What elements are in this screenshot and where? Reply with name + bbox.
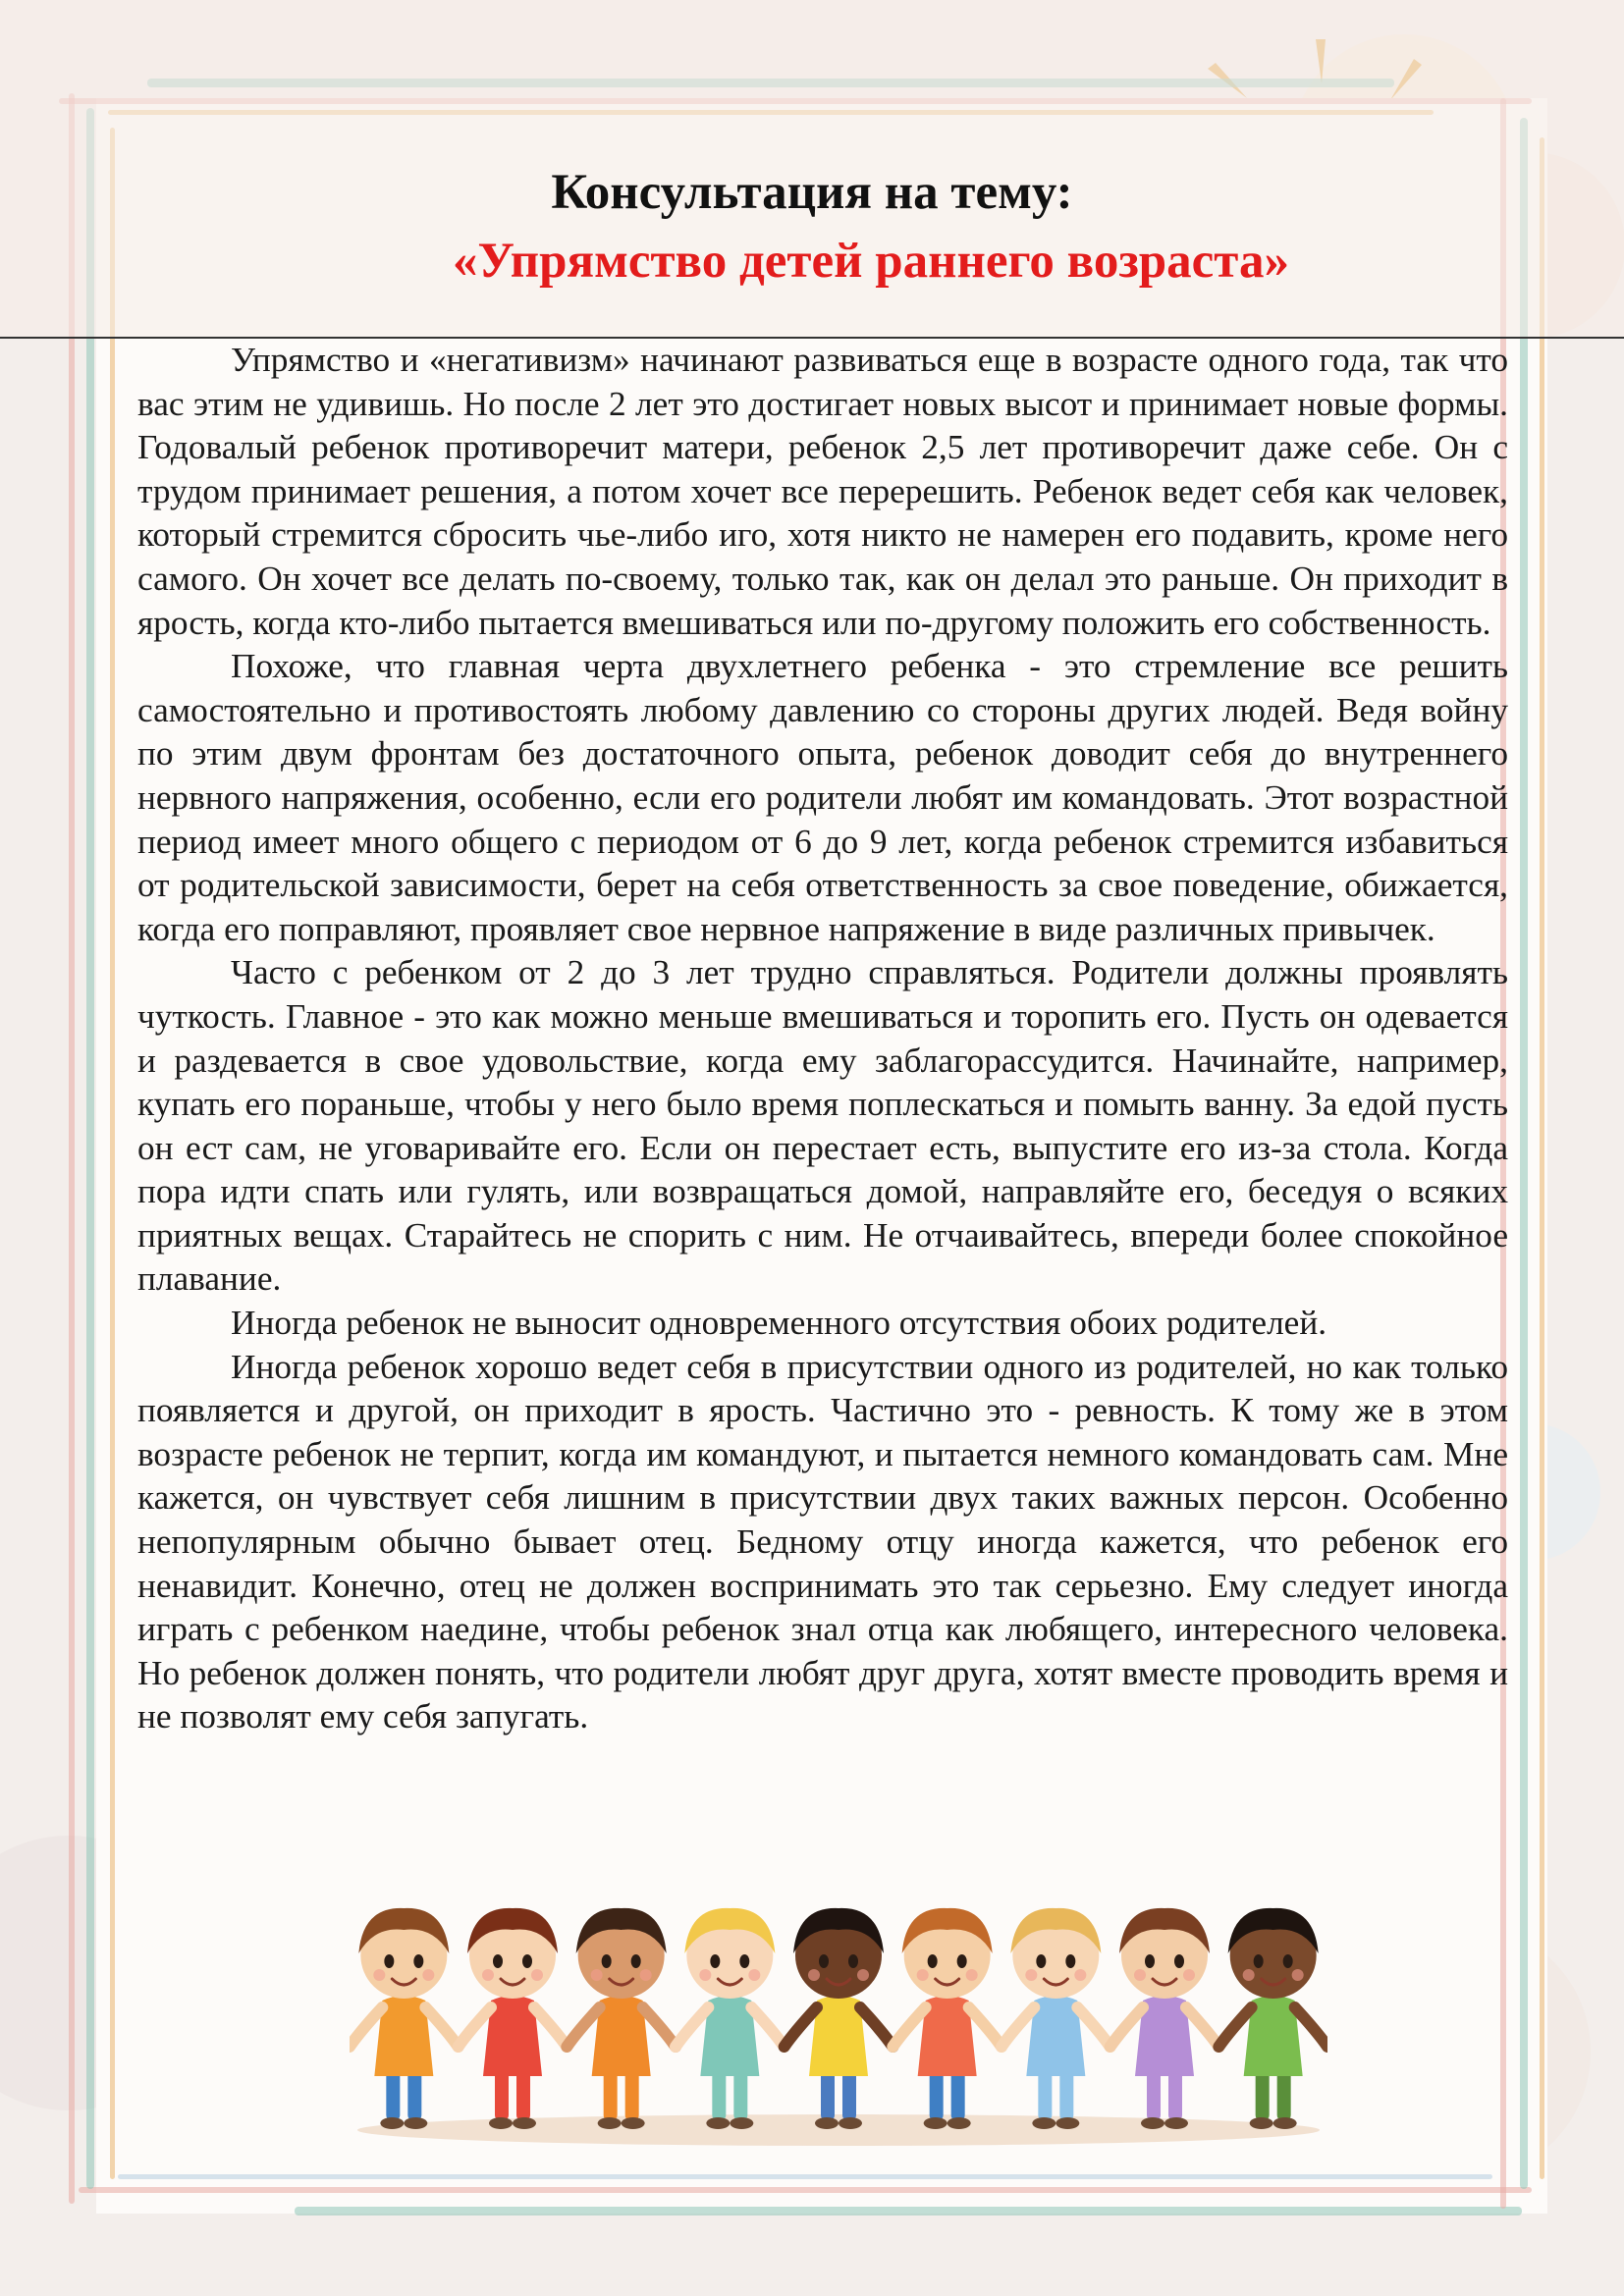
paragraph: Упрямство и «негативизм» начинают развиваться еще в возрасте одного года, так что вас этим не удивишь. Но после 2 лет это достигает новых высот и принимает новые формы. Годовалый ребенок противоречит матери, ребенок 2,5 лет противоречит даже себе. Он с трудом принимает решения, а потом хочет все перерешить. Ребенок ведет себя как человек, который стремится сбросить чье-либо иго, хотя никто не намерен его подавить, кроме него самого. Он хочет все делать по-своему, только так, как он делал это раньше. Он приходит в ярость, когда кто-либо пытается вмешиваться или по-другому положить его собственность. <box>137 341 1508 642</box>
paragraph: Иногда ребенок хорошо ведет себя в присутствии одного из родителей, но как только появляется и другой, он приходит в ярость. Частично это - ревность. К тому же в этом возрасте ребенок не терпит, когда им командуют, и пытается немного командовать сам. Мне кажется, он чувствует себя лишним в присутствии двух таких важных персон. Особенно непопулярным обычно бывает отец. Бедному отцу иногда кажется, что ребенок его ненавидит. Конечно, отец не должен воспринимать это так серьезно. Ему следует иногда играть с ребенком наедине, чтобы ребенок знал отца как любящего, интересного человека. Но ребенок должен понять, что родители любят друг друга, хотят вместе проводить время и не позволят ему себя запугать. <box>137 1347 1508 1736</box>
stripe-left-orange <box>110 128 115 2179</box>
child-figure <box>676 1908 785 2129</box>
paragraph: Иногда ребенок не выносит одновременного отсутствия обоих родителей. <box>231 1304 1327 1343</box>
stripe-left-pink <box>69 93 75 2204</box>
child-figure <box>785 1908 893 2129</box>
page-title: Консультация на тему: <box>551 165 1073 220</box>
children-illustration-svg <box>350 1885 1327 2150</box>
child-figure <box>1001 1908 1110 2129</box>
child-figure <box>567 1908 676 2129</box>
stripe-right-orange <box>1540 137 1544 2179</box>
child-figure <box>459 1908 568 2129</box>
child-figure <box>1110 1908 1219 2129</box>
paragraph: Похоже, что главная черта двухлетнего ребенка - это стремление все решить самостоятельно и противостоять любому давлению со стороны других людей. Ведя войну по этим двум фронтам без достаточного опыта, ребенок доводит себя до внутреннего нервного напряжения, особенно, если его родители любят им командовать. Этот возрастной период имеет много общего с периодом от 6 до 9 лет, когда ребенок стремится избавиться от родительской зависимости, берет на себя ответственность за свое поведение, обижается, когда его поправляют, проявляет свое нервное напряжение в виде различных привычек. <box>137 647 1508 948</box>
article-body <box>137 339 1508 1739</box>
stripe-bottom-pink <box>79 2187 1532 2193</box>
child-figure <box>893 1908 1001 2129</box>
stripe-left-green <box>86 108 94 2189</box>
stripe-bottom-blue <box>118 2174 1492 2179</box>
child-figure <box>350 1908 459 2129</box>
paragraph: Часто с ребенком от 2 до 3 лет трудно справляться. Родители должны проявлять чуткость. Главное - это как можно меньше вмешиваться и торопить его. Пусть он одевается и раздевается в свое удовольствие, когда ему заблагорассудится. Начинайте, например, купать его пораньше, чтобы у него было время поплескаться и помыть ванну. За едой пусть он ест сам, не уговаривайте его. Если он перестает есть, выпустите его из-за стола. Когда пора идти спать или гулять, или возвращаться домой, направляйте его, беседуя о всяких приятных вещах. Старайтесь не спорить с ним. Не отчаивайтесь, впереди более спокойное плавание. <box>137 953 1508 1299</box>
page-topic: «Упрямство детей раннего возраста» <box>453 234 1289 289</box>
stripe-bottom-green <box>295 2207 1522 2216</box>
child-figure <box>1218 1908 1327 2129</box>
stripe-right-green <box>1520 118 1528 2189</box>
children-holding-hands-illustration <box>350 1885 1327 2150</box>
